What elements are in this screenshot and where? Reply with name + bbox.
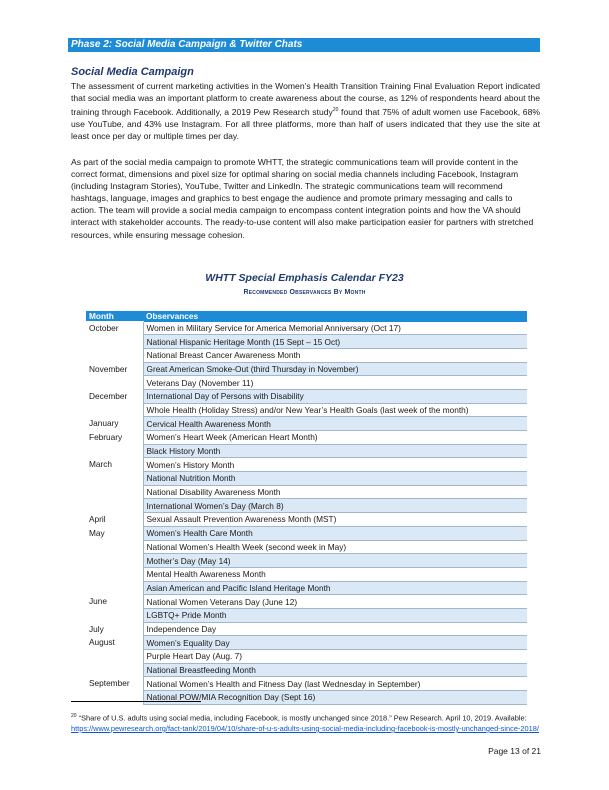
observance-cell: National Hispanic Heritage Month (15 Sept – 15 Oct) <box>143 335 527 349</box>
observance-cell: Sexual Assault Prevention Awareness Month (MST) <box>143 513 527 527</box>
footnote-link[interactable]: https://www.pewresearch.org/fact-tank/2019/04/10/share-of-u-s-adults-using-social-media-including-facebook-is-mostly-unchanged-since-2018/ <box>71 723 539 733</box>
month-cell <box>86 485 143 499</box>
table-row <box>86 485 527 499</box>
table-row <box>86 322 527 335</box>
table-row <box>86 526 527 540</box>
table-header-row <box>86 311 527 322</box>
month-cell <box>86 581 143 595</box>
observance-cell: National Nutrition Month <box>143 472 527 486</box>
month-cell <box>86 663 143 677</box>
table-row <box>86 389 527 403</box>
observance-cell: National Breastfeeding Month <box>143 663 527 677</box>
observance-cell: Cervical Health Awareness Month <box>143 417 527 431</box>
paragraph-1 <box>71 80 540 142</box>
month-cell <box>86 499 143 513</box>
observance-cell: Women’s Equality Day <box>143 636 527 650</box>
footnote-divider <box>71 701 201 702</box>
month-cell <box>86 472 143 486</box>
month-cell: August <box>86 636 143 650</box>
table-row <box>86 554 527 568</box>
footnote-number: 20 <box>71 713 77 719</box>
table-row <box>86 677 527 691</box>
observance-cell: Great American Smoke-Out (third Thursday in November) <box>143 362 527 376</box>
paragraph-1-text-a: The assessment of current marketing activities in the Women’s Health Transition Training Final Evaluation Report indicated that social media was an important platform to create awareness about the course, as 12% of respondents heard about the training through Facebook. Additionally, a 2019 Pew Research study <box>71 81 540 118</box>
observance-cell: National POW/MIA Recognition Day (Sept 16) <box>143 691 527 705</box>
footnote-ref[interactable]: 20 <box>332 107 339 114</box>
month-cell: December <box>86 389 143 403</box>
month-cell <box>86 650 143 664</box>
table-row <box>86 567 527 581</box>
column-header-month: Month <box>86 311 143 322</box>
observance-cell: National Disability Awareness Month <box>143 485 527 499</box>
observance-cell: Veterans Day (November 11) <box>143 376 527 390</box>
observance-cell: Women’s Health Care Month <box>143 526 527 540</box>
section-title: Social Media Campaign <box>71 66 194 78</box>
table-row <box>86 595 527 609</box>
paragraph-2: As part of the social media campaign to promote WHTT, the strategic communications team will provide content in the correct format, dimensions and pixel size for optimal sharing on social media channels including Facebook, Instagram (including Instagram Stories), YouTube, Twitter and LinkedIn. The strategic communications team will recommend hashtags, language, images and graphics to best engage the audience and promote primary messaging and calls to action. The team will provide a social media campaign to encompass content integration points and how the VA should interact with stakeholder accounts. The ready-to-use content will also make participation easier for partners with stretched resources, while ensuring message cohesion. <box>71 157 534 240</box>
table-row <box>86 403 527 417</box>
month-cell: February <box>86 431 143 445</box>
observance-cell: Asian American and Pacific Island Heritage Month <box>143 581 527 595</box>
month-cell: October <box>86 322 143 335</box>
month-cell <box>86 403 143 417</box>
table-row <box>86 608 527 622</box>
observance-cell: International Day of Persons with Disability <box>143 389 527 403</box>
table-row <box>86 348 527 362</box>
month-cell <box>86 567 143 581</box>
month-cell <box>86 444 143 458</box>
month-cell: July <box>86 622 143 636</box>
calendar-subtitle: Recommended Observances By Month <box>243 289 366 296</box>
observance-cell: LGBTQ+ Pride Month <box>143 608 527 622</box>
table-row <box>86 691 527 705</box>
observance-cell: Independence Day <box>143 622 527 636</box>
table-row <box>86 417 527 431</box>
footnote <box>71 711 541 734</box>
table-row <box>86 513 527 527</box>
observance-cell: Women’s Heart Week (American Heart Month) <box>143 431 527 445</box>
table-row <box>86 540 527 554</box>
calendar-title: WHTT Special Emphasis Calendar FY23 <box>205 272 404 284</box>
table-row <box>86 362 527 376</box>
month-cell: May <box>86 526 143 540</box>
observance-cell: Women’s History Month <box>143 458 527 472</box>
table-row <box>86 376 527 390</box>
table-row <box>86 622 527 636</box>
month-cell <box>86 608 143 622</box>
month-cell <box>86 348 143 362</box>
observance-cell: National Breast Cancer Awareness Month <box>143 348 527 362</box>
month-cell <box>86 554 143 568</box>
month-cell <box>86 691 143 705</box>
phase-header: Phase 2: Social Media Campaign & Twitter Chats <box>68 38 540 52</box>
footnote-text: “Share of U.S. adults using social media, including Facebook, is mostly unchanged since 2018.” Pew Research. April 10, 2019. Available: <box>76 713 527 723</box>
month-cell <box>86 376 143 390</box>
table-body <box>86 322 527 705</box>
observance-cell: Purple Heart Day (Aug. 7) <box>143 650 527 664</box>
observances-table <box>86 311 527 705</box>
table-row <box>86 650 527 664</box>
month-cell: April <box>86 513 143 527</box>
month-cell: January <box>86 417 143 431</box>
table-row <box>86 431 527 445</box>
month-cell: September <box>86 677 143 691</box>
observance-cell: National Women Veterans Day (June 12) <box>143 595 527 609</box>
observance-cell: Mental Health Awareness Month <box>143 567 527 581</box>
table-row <box>86 636 527 650</box>
month-cell <box>86 540 143 554</box>
paragraph-1-text-b: found that 75% of adult women use Facebook, 68% use YouTube, and 43% use Instagram. For all three platforms, more than half of users indicated that they use the site at least once per day or multiple times per day. <box>71 107 540 142</box>
observance-cell: National Women’s Health Week (second week in May) <box>143 540 527 554</box>
observance-cell: Black History Month <box>143 444 527 458</box>
table-row <box>86 458 527 472</box>
page-number: Page 13 of 21 <box>488 746 541 756</box>
observance-cell: International Women’s Day (March 8) <box>143 499 527 513</box>
observance-cell: National Women’s Health and Fitness Day (last Wednesday in September) <box>143 677 527 691</box>
observance-cell: Mother’s Day (May 14) <box>143 554 527 568</box>
table-row <box>86 581 527 595</box>
column-header-observances: Observances <box>143 311 527 322</box>
month-cell: March <box>86 458 143 472</box>
table-row <box>86 499 527 513</box>
month-cell: November <box>86 362 143 376</box>
month-cell: June <box>86 595 143 609</box>
table-row <box>86 472 527 486</box>
table-row <box>86 663 527 677</box>
month-cell <box>86 335 143 349</box>
table-row <box>86 444 527 458</box>
observance-cell: Women in Military Service for America Memorial Anniversary (Oct 17) <box>143 322 527 335</box>
observance-cell: Whole Health (Holiday Stress) and/or New Year’s Health Goals (last week of the month) <box>143 403 527 417</box>
table-row <box>86 335 527 349</box>
